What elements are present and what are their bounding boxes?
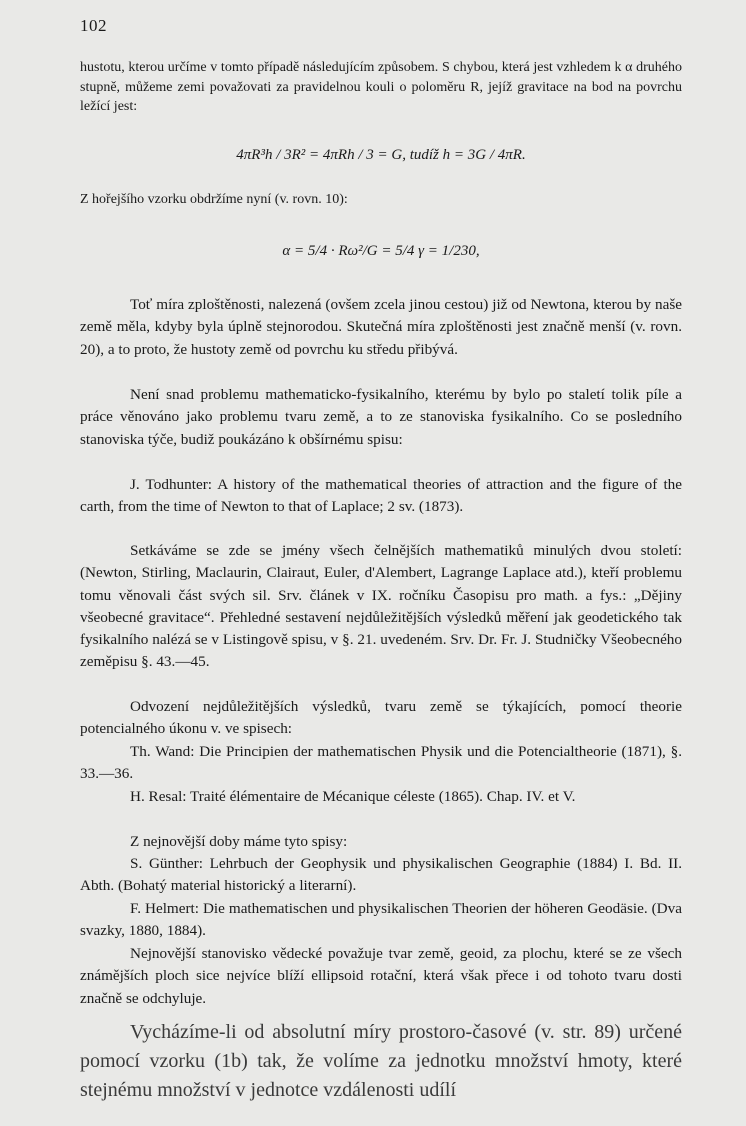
formula-flattening bbox=[80, 226, 682, 276]
page-number: 102 bbox=[80, 16, 107, 35]
paragraph-text: F. Helmert: Die mathematischen und physikalischen Theorien der höheren Geodäsie. (Dva svazky, 1880, 1884). bbox=[80, 900, 682, 940]
paragraph-text: Toť míra zploštěnosti, nalezená (ovšem zcela jinou cestou) již od Newtona, kterou by naše země měla, kdyby byla úplně stejnorodou. Skutečná míra zploštěnosti jest značně menší (v. rovn. 20), a to proto, že hustoty země od povrchu ku středu přibývá. bbox=[80, 296, 682, 358]
paragraph-recent bbox=[80, 831, 682, 853]
paragraph-text: Není snad problemu mathematicko-fysikalního, kterému by bylo po staletí tolik píle a práce věnováno jako problemu tvaru země, a to ze stanoviska fysikalního. Co se posledního stanoviska týče, budiž poukázáno k obšírnému spisu: bbox=[80, 386, 682, 448]
paragraph-text: S. Günther: Lehrbuch der Geophysik und physikalischen Geographie (1884) I. Bd. II. Abth. (Bohatý material historický a literarní). bbox=[80, 855, 682, 895]
paragraph-text: hustotu, kterou určíme v tomto případě následujícím způsobem. S chybou, která jest vzhledem k α druhého stupně, můžeme zemi považovati za pravidelnou kouli o poloměru R, jejíž gravitace na bod na povrchu ležící jest: bbox=[80, 60, 682, 115]
reference-gunther bbox=[80, 853, 682, 898]
paragraph-mathematicians bbox=[80, 540, 682, 674]
formula-gravity bbox=[80, 130, 682, 180]
reference-todhunter bbox=[80, 474, 682, 519]
paragraph-intro bbox=[80, 58, 682, 117]
paragraph-text: Z hořejšího vzorku obdržíme nyní (v. rovn. 10): bbox=[80, 192, 348, 207]
paragraph-potential bbox=[80, 696, 682, 741]
paragraph-next-section bbox=[80, 1018, 682, 1105]
paragraph-text: Th. Wand: Die Principien der mathematischen Physik und die Potencialtheorie (1871), §. 33.—36. bbox=[80, 743, 682, 783]
paragraph-text: Setkáváme se zde se jmény všech čelnějších mathematiků minulých dvou století: (Newton, Stirling, Maclaurin, Clairaut, Euler, d'Alembert, Lagrange Laplace atd.), kteří problemu tomu věnovali část svých sil. Srv. článek v IX. ročníku Časopisu pro math. a fys.: „Dějiny všeobecné gravitace“. Přehledné sestavení nejdůležitějších výsledků měření jak geodetického tak fysikalního nalézá se v Listingově spisu, v §. 21. uvedeném. Srv. Dr. Fr. J. Studničky Všeobecného zeměpisu §. 43.—45. bbox=[80, 542, 682, 671]
paragraph-problem bbox=[80, 384, 682, 451]
paragraph-text: Odvození nejdůležitějších výsledků, tvaru země se týkajících, pomocí theorie potencialného úkonu v. ve spisech: bbox=[80, 698, 682, 738]
formula-text: α = 5/4 · Rω²/G = 5/4 γ = 1/230, bbox=[282, 243, 480, 259]
reference-helmert bbox=[80, 898, 682, 943]
paragraph-geoid bbox=[80, 943, 682, 1010]
reference-wand bbox=[80, 741, 682, 786]
formula-text: 4πR³h / 3R² = 4πRh / 3 = G, tudíž h = 3G / 4πR. bbox=[236, 147, 526, 163]
paragraph-text: Nejnovější stanovisko vědecké považuje tvar země, geoid, za plochu, které se ze všech známějších ploch sice nejvíce blíží ellipsoid rotační, která však přece i od tohoto tvaru dosti značně se odchyluje. bbox=[80, 945, 682, 1007]
paragraph-text: Z nejnovější doby máme tyto spisy: bbox=[130, 833, 348, 850]
reference-resal bbox=[80, 786, 682, 808]
paragraph-text: J. Todhunter: A history of the mathematical theories of attraction and the figure of the carth, from the time of Newton to that of Laplace; 2 sv. (1873). bbox=[80, 476, 682, 516]
paragraph-newton bbox=[80, 294, 682, 361]
paragraph-text: Vycházíme-li od absolutní míry prostoro-časové (v. str. 89) určené pomocí vzorku (1b) tak, že volíme za jednotku množství hmoty, které stejnému množství v jednotce vzdálenosti udílí bbox=[80, 1021, 682, 1101]
paragraph-text: H. Resal: Traité élémentaire de Mécanique céleste (1865). Chap. IV. et V. bbox=[130, 788, 576, 805]
paragraph-derivation bbox=[80, 190, 682, 210]
